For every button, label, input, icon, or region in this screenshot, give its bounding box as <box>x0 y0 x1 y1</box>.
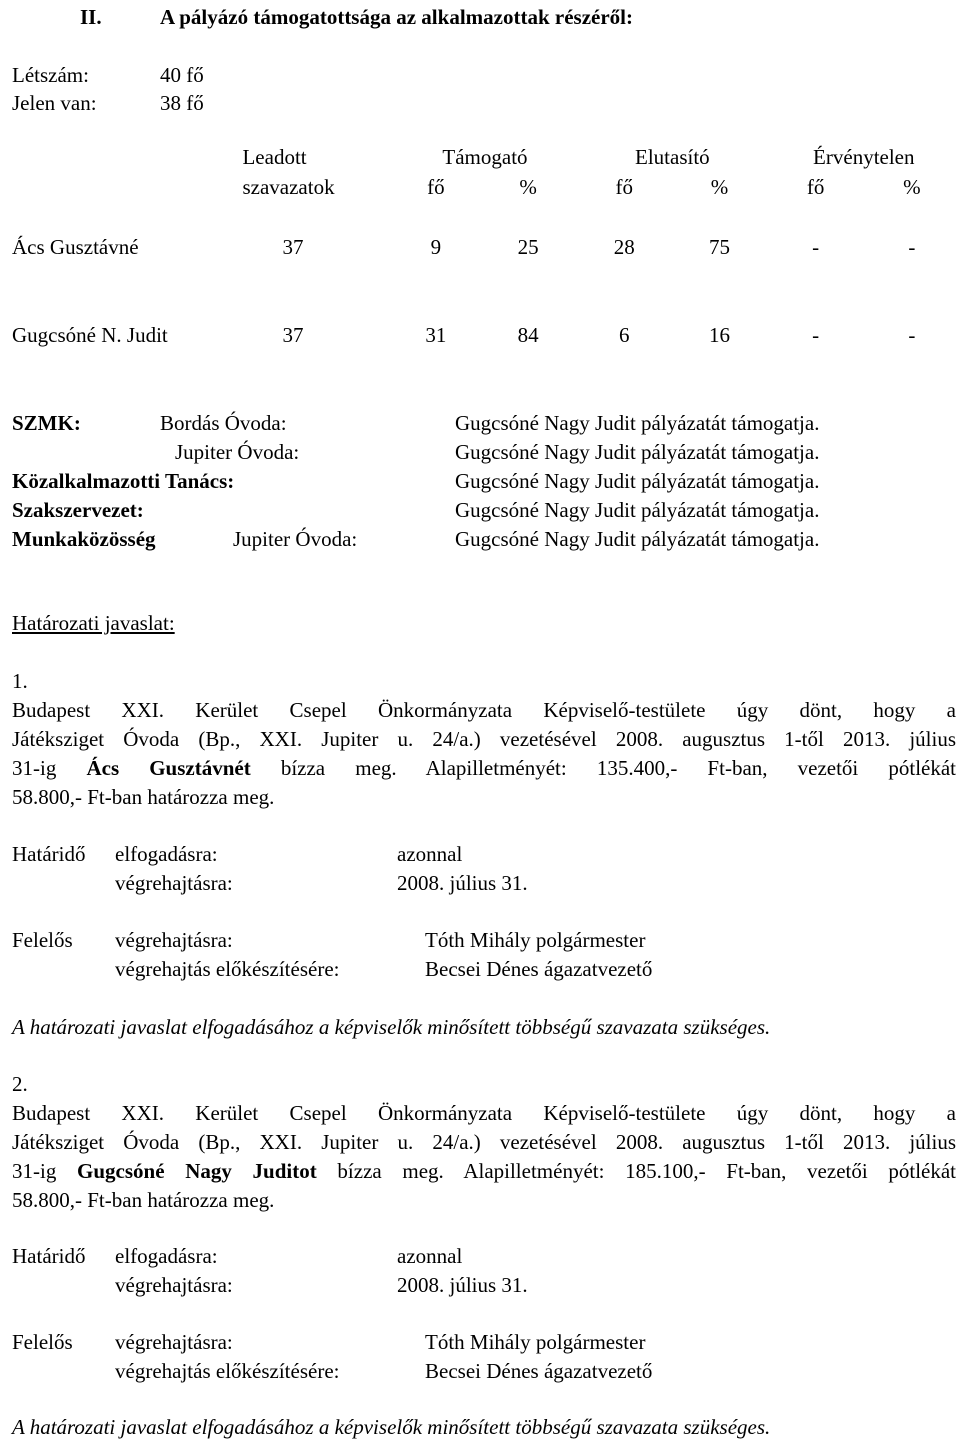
col-szavazatok: szavazatok <box>242 174 335 199</box>
felelos-label: Felelős <box>12 928 73 952</box>
elfogadas-value: azonnal <box>397 842 463 866</box>
felelos-vegrehajtas-label: végrehajtásra: <box>115 928 233 952</box>
col-fo: fő <box>427 174 445 199</box>
felelos-elokeszites-label: végrehajtás előkészítésére: <box>115 1359 340 1383</box>
felelos-elokeszites-label: végrehajtás előkészítésére: <box>115 957 340 981</box>
col-ervenytelen: Érvénytelen <box>813 144 915 169</box>
elfogadas-label: elfogadásra: <box>115 1244 218 1268</box>
felelos-label: Felelős <box>12 1330 73 1354</box>
support-text: Gugcsóné Nagy Judit pályázatát támogatja. <box>455 469 820 493</box>
jelen-label: Jelen van: <box>12 91 97 115</box>
letszam-value: 40 fő <box>160 63 204 87</box>
col-pct: % <box>903 174 921 199</box>
felelos-vegrehajtas-label: végrehajtásra: <box>115 1330 233 1354</box>
elfogadas-label: elfogadásra: <box>115 842 218 866</box>
col-pct: % <box>710 174 729 199</box>
section-heading: A pályázó támogatottsága az alkalmazottak részéről: <box>160 5 633 29</box>
support-text: Gugcsóné Nagy Judit pályázatát támogatja. <box>455 440 820 464</box>
col-pct: % <box>519 174 537 199</box>
col-leadott: Leadott <box>242 144 307 169</box>
vegrehajtas-value: 2008. július 31. <box>397 871 528 895</box>
col-tamogato: Támogató <box>442 144 528 169</box>
support-label: Szakszervezet: <box>12 498 144 522</box>
hatarido-label: Határidő <box>12 1244 86 1268</box>
support-label: Munkaközösség <box>12 527 156 551</box>
support-text: Gugcsóné Nagy Judit pályázatát támogatja. <box>455 498 820 522</box>
vegrehajtas-label: végrehajtásra: <box>115 871 233 895</box>
vegrehajtas-label: végrehajtásra: <box>115 1273 233 1297</box>
support-label: Közalkalmazotti Tanács: <box>12 469 235 493</box>
vegrehajtas-value: 2008. július 31. <box>397 1273 528 1297</box>
votes-table <box>0 142 960 350</box>
support-sublabel: Jupiter Óvoda: <box>233 527 358 551</box>
support-text: Gugcsóné Nagy Judit pályázatát támogatja. <box>455 411 820 435</box>
letszam-label: Létszám: <box>12 63 89 87</box>
col-fo: fő <box>806 174 825 199</box>
majority-note: A határozati javaslat elfogadásához a képviselők minősített többségű szavazata szükséges. <box>12 1415 771 1439</box>
support-text: Gugcsóné Nagy Judit pályázatát támogatja. <box>455 527 820 551</box>
support-label: Jupiter Óvoda: <box>175 440 300 464</box>
col-fo: fő <box>615 174 634 199</box>
table-row: Gugcsóné N. Judit 37 31 84 6 16 - - <box>12 322 916 347</box>
resolution-number: 1. <box>12 669 28 693</box>
jelen-value: 38 fő <box>160 91 204 115</box>
majority-note: A határozati javaslat elfogadásához a képviselők minősített többségű szavazata szükséges. <box>12 1015 771 1039</box>
appointee-name: Ács Gusztávnét <box>86 756 251 780</box>
felelos-elokeszites-value: Becsei Dénes ágazatvezető <box>425 957 653 981</box>
appointee-name: Gugcsóné Nagy Juditot <box>77 1159 317 1183</box>
felelos-vegrehajtas-value: Tóth Mihály polgármester <box>425 928 646 952</box>
felelos-elokeszites-value: Becsei Dénes ágazatvezető <box>425 1359 653 1383</box>
resolution-number: 2. <box>12 1072 28 1096</box>
table-header-row-1 <box>0 142 960 172</box>
felelos-vegrehajtas-value: Tóth Mihály polgármester <box>425 1330 646 1354</box>
resolution-text: Budapest XXI. Kerület Csepel Önkormányzata Képviselő-testülete úgy dönt, hogy a Játéksziget Óvoda (Bp., XXI. Jupiter u. 24/a.) vezetésével 2008. augusztus 1-től 2013. július 31-ig Gugcsóné Nagy Juditot bízza meg. Alapilletményét: 185.100,- Ft-ban, vezetői pótlékát 58.800,- Ft-ban határozza meg. <box>12 1101 957 1212</box>
proposal-heading: Határozati javaslat: <box>12 611 175 635</box>
resolution-text: Budapest XXI. Kerület Csepel Önkormányzata Képviselő-testülete úgy dönt, hogy a Játéksziget Óvoda (Bp., XXI. Jupiter u. 24/a.) vezetésével 2008. augusztus 1-től 2013. július 31-ig Ács Gusztávnét bízza meg. Alapilletményét: 135.400,- Ft-ban, vezetői pótlékát 58.800,- Ft-ban határozza meg. <box>12 698 957 809</box>
support-label: Bordás Óvoda: <box>160 411 287 435</box>
section-number: II. <box>80 5 102 29</box>
table-row: Ács Gusztávné 37 9 25 28 75 - - <box>12 234 916 259</box>
elfogadas-value: azonnal <box>397 1244 463 1268</box>
table-header-row-2 <box>0 172 960 202</box>
szmk-label: SZMK: <box>12 411 81 435</box>
col-elutasito: Elutasító <box>635 144 710 169</box>
hatarido-label: Határidő <box>12 842 86 866</box>
